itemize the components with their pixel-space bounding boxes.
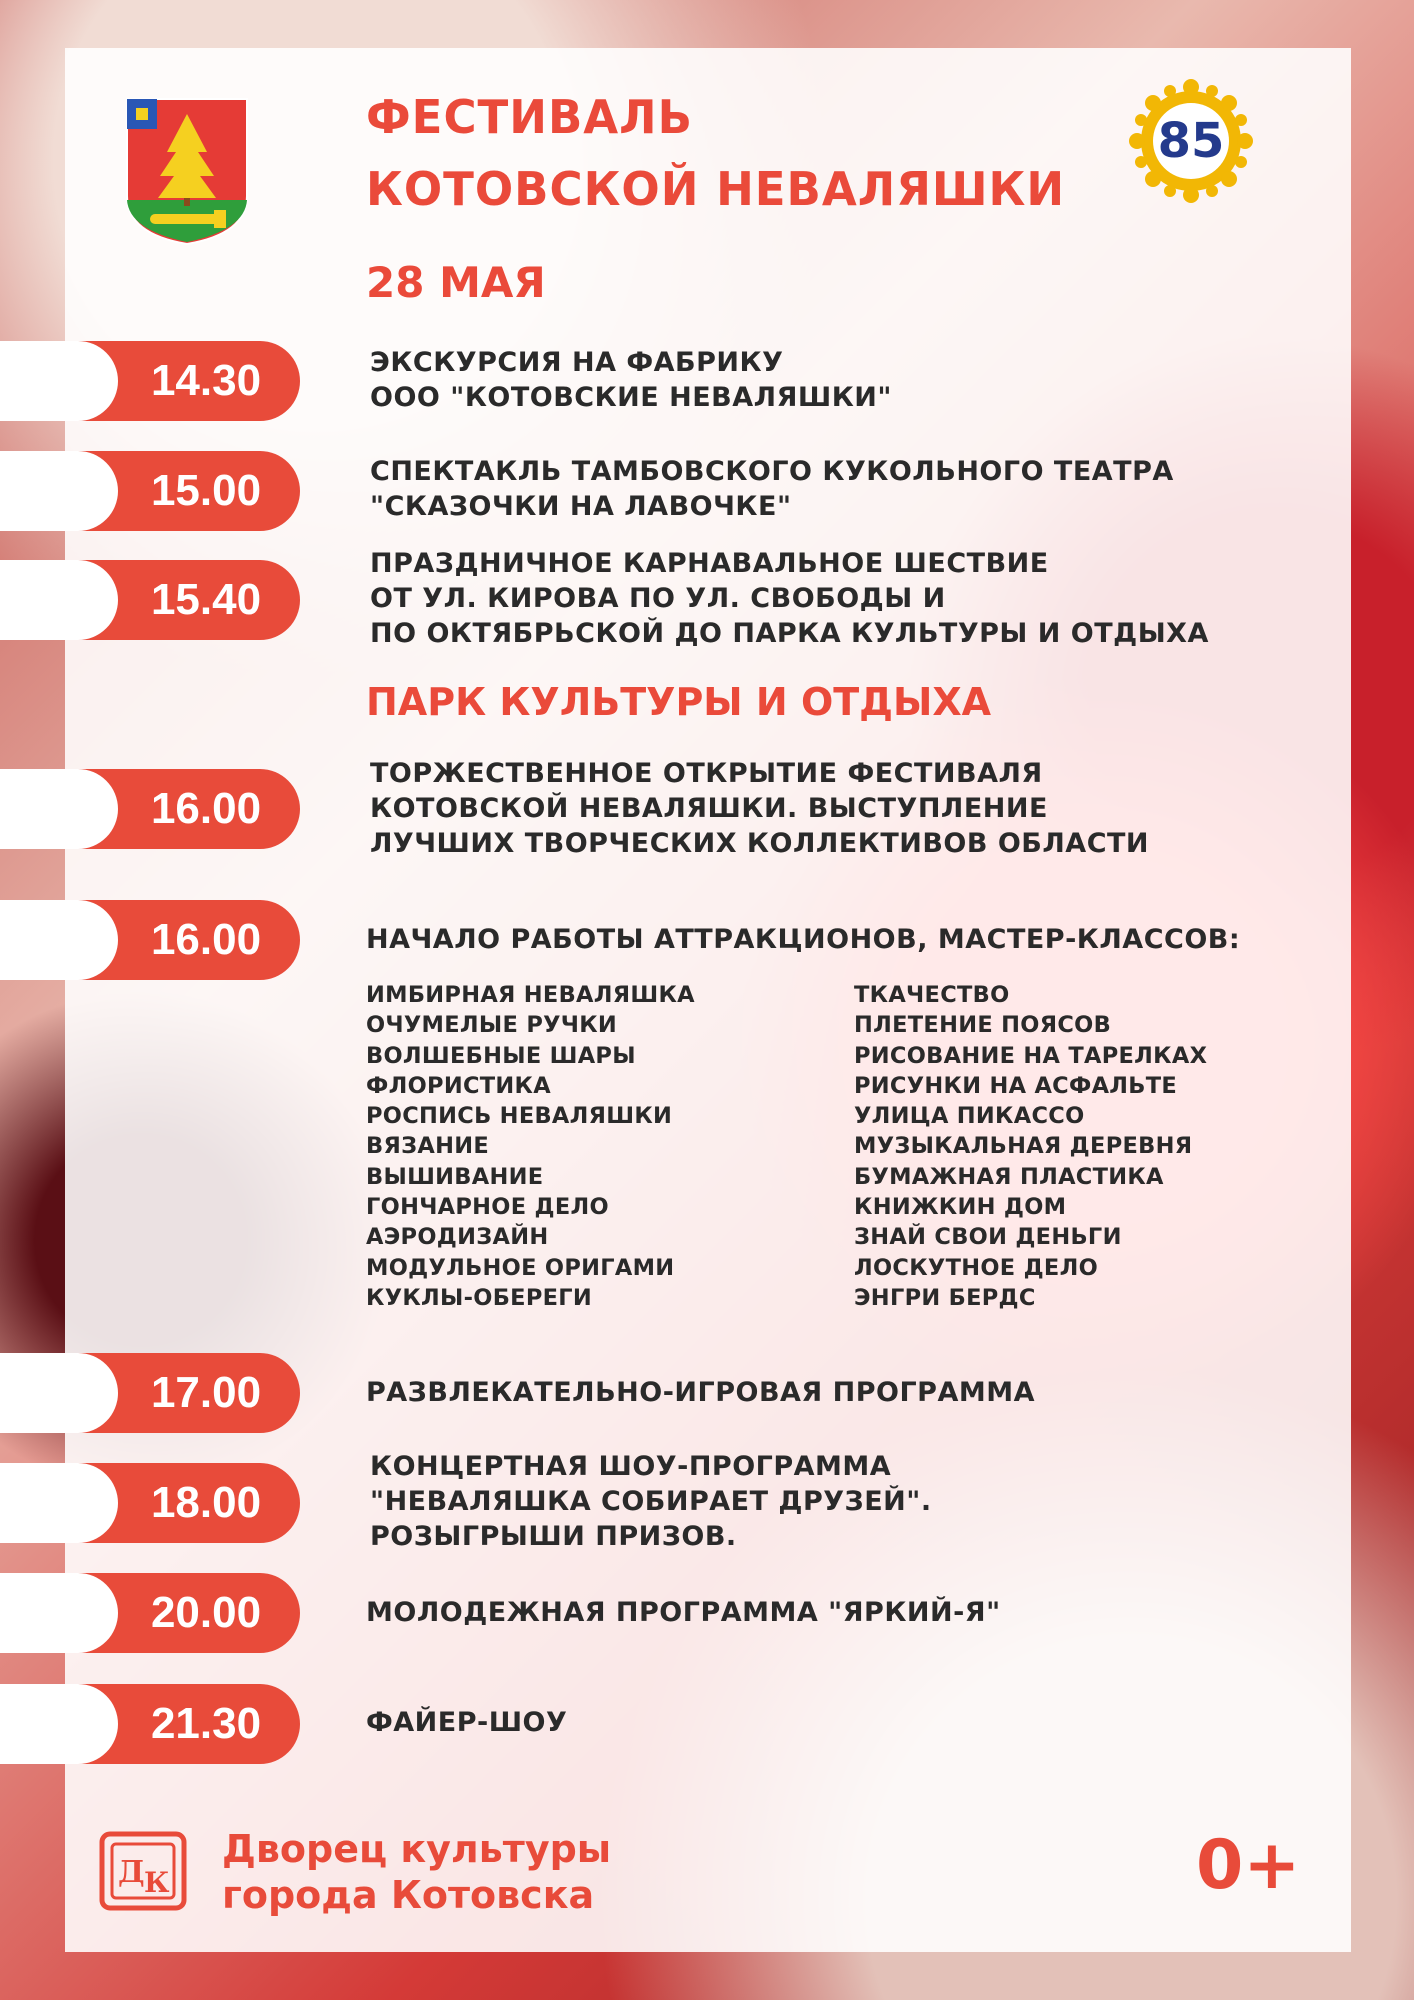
festival-title-line1: ФЕСТИВАЛЬ (366, 90, 693, 144)
event-description (370, 756, 1330, 861)
event-line: ФАЙЕР-ШОУ (366, 1707, 568, 1738)
festival-title-line2: КОТОВСКОЙ НЕВАЛЯШКИ (366, 162, 1066, 216)
master-class-item: БУМАЖНАЯ ПЛАСТИКА (854, 1163, 1164, 1190)
time-pill (0, 560, 300, 640)
master-class-item: ЛОСКУТНОЕ ДЕЛО (854, 1254, 1098, 1281)
organizer-line: Дворец культуры (222, 1827, 612, 1871)
master-class-item: КНИЖКИН ДОМ (854, 1194, 1067, 1221)
event-line: ЛУЧШИХ ТВОРЧЕСКИХ КОЛЛЕКТИВОВ ОБЛАСТИ (370, 828, 1150, 859)
event-line: КОНЦЕРТНАЯ ШОУ-ПРОГРАММА (370, 1451, 892, 1482)
master-class-item: РИСОВАНИЕ НА ТАРЕЛКАХ (854, 1042, 1208, 1069)
master-class-item: МОДУЛЬНОЕ ОРИГАМИ (366, 1254, 675, 1281)
master-class-item: ЗНАЙ СВОИ ДЕНЬГИ (854, 1224, 1122, 1251)
organizer-line: города Котовска (222, 1873, 595, 1917)
master-class-item: ИМБИРНАЯ НЕВАЛЯШКА (366, 982, 695, 1008)
event-time: 18.00 (150, 1478, 262, 1527)
time-pill (0, 451, 300, 531)
master-class-item: РИСУНКИ НА АСФАЛЬТЕ (854, 1072, 1178, 1099)
master-class-item: КУКЛЫ-ОБЕРЕГИ (366, 1284, 593, 1311)
event-description (366, 1705, 1326, 1740)
age-rating-badge: 0+ (1196, 1826, 1301, 1905)
event-time: 16.00 (150, 915, 262, 964)
event-time: 21.30 (150, 1699, 262, 1748)
event-line: РАЗВЛЕКАТЕЛЬНО-ИГРОВАЯ ПРОГРАММА (366, 1377, 1035, 1408)
event-description (370, 454, 1330, 524)
event-line: ОТ УЛ. КИРОВА ПО УЛ. СВОБОДЫ И (370, 583, 946, 614)
time-pill (0, 1573, 300, 1653)
event-description (370, 345, 1330, 415)
master-class-item: ВЫШИВАНИЕ (366, 1163, 544, 1190)
time-pill (0, 1463, 300, 1543)
master-class-item: ФЛОРИСТИКА (366, 1072, 551, 1099)
svg-text:К: К (144, 1866, 170, 1899)
event-description (370, 546, 1330, 651)
event-description (366, 922, 1326, 957)
event-line: МОЛОДЕЖНАЯ ПРОГРАММА "ЯРКИЙ-Я" (366, 1597, 1001, 1628)
master-class-item: РОСПИСЬ НЕВАЛЯШКИ (366, 1103, 673, 1130)
master-class-item: ЭНГРИ БЕРДС (854, 1284, 1036, 1311)
master-class-item: УЛИЦА ПИКАССО (854, 1103, 1085, 1130)
event-time: 15.40 (150, 575, 262, 624)
event-line: "СКАЗОЧКИ НА ЛАВОЧКЕ" (370, 491, 792, 522)
master-class-item: ПЛЕТЕНИЕ ПОЯСОВ (854, 1012, 1112, 1039)
park-section-heading: ПАРК КУЛЬТУРЫ И ОТДЫХА (366, 680, 992, 724)
time-pill (0, 900, 300, 980)
event-time: 14.30 (150, 356, 262, 405)
event-time: 20.00 (150, 1588, 262, 1637)
event-description (370, 1449, 1330, 1554)
master-class-item: АЭРОДИЗАЙН (366, 1224, 549, 1251)
event-line: НАЧАЛО РАБОТЫ АТТРАКЦИОНОВ, МАСТЕР-КЛАССОВ: (366, 924, 1241, 955)
event-line: ПО ОКТЯБРЬСКОЙ ДО ПАРКА КУЛЬТУРЫ И ОТДЫХА (370, 618, 1209, 649)
event-line: КОТОВСКОЙ НЕВАЛЯШКИ. ВЫСТУПЛЕНИЕ (370, 793, 1048, 824)
event-line: СПЕКТАКЛЬ ТАМБОВСКОГО КУКОЛЬНОГО ТЕАТРА (370, 456, 1174, 487)
event-time: 16.00 (150, 784, 262, 833)
coat-of-arms-icon (124, 96, 250, 246)
event-date: 28 МАЯ (366, 258, 546, 307)
event-description (366, 1595, 1326, 1630)
event-line: ЭКСКУРСИЯ НА ФАБРИКУ (370, 347, 784, 378)
event-time: 17.00 (150, 1368, 262, 1417)
master-class-item: ОЧУМЕЛЫЕ РУЧКИ (366, 1012, 618, 1039)
event-line: "НЕВАЛЯШКА СОБИРАЕТ ДРУЗЕЙ". (370, 1486, 932, 1517)
master-class-item: МУЗЫКАЛЬНАЯ ДЕРЕВНЯ (854, 1133, 1193, 1160)
time-pill (0, 341, 300, 421)
time-pill (0, 769, 300, 849)
svg-text:Д: Д (118, 1855, 145, 1890)
event-time: 15.00 (150, 466, 262, 515)
event-line: ООО "КОТОВСКИЕ НЕВАЛЯШКИ" (370, 382, 892, 413)
anniversary-number: 85 (1157, 113, 1225, 169)
event-line: ТОРЖЕСТВЕННОЕ ОТКРЫТИЕ ФЕСТИВАЛЯ (370, 758, 1043, 789)
event-line: РОЗЫГРЫШИ ПРИЗОВ. (370, 1521, 737, 1552)
master-class-item: ВОЛШЕБНЫЕ ШАРЫ (366, 1042, 636, 1069)
dk-logo-icon (98, 1830, 192, 1914)
master-class-list-right (854, 980, 1207, 1313)
event-description (366, 1375, 1326, 1410)
time-pill (0, 1684, 300, 1764)
time-pill (0, 1353, 300, 1433)
master-class-list-left (366, 980, 695, 1313)
master-class-item: ТКАЧЕСТВО (854, 982, 1010, 1008)
master-class-item: ВЯЗАНИЕ (366, 1133, 490, 1160)
organizer-name (222, 1826, 611, 1918)
event-line: ПРАЗДНИЧНОЕ КАРНАВАЛЬНОЕ ШЕСТВИЕ (370, 548, 1049, 579)
master-class-item: ГОНЧАРНОЕ ДЕЛО (366, 1194, 609, 1221)
